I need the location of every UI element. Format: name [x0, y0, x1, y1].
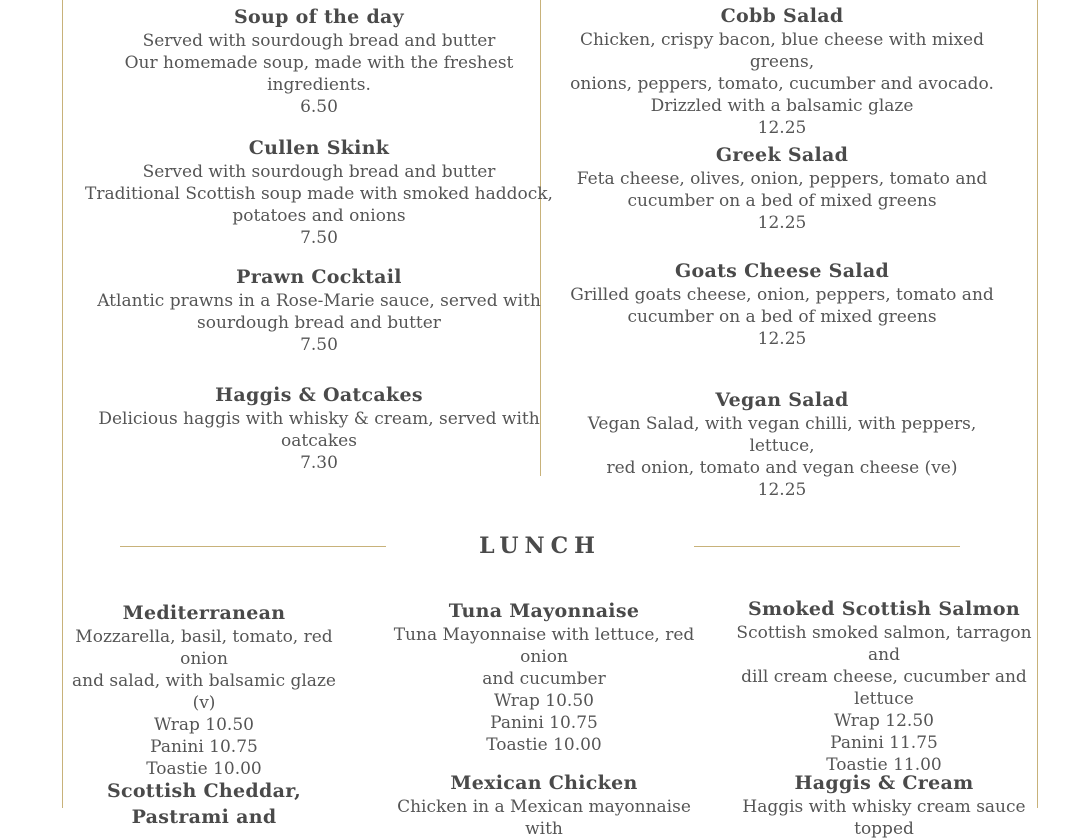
item-name: Mediterranean [122, 602, 286, 624]
item-desc: Grilled goats cheese, onion, peppers, tomato and [570, 285, 994, 305]
menu-frame-left-border [62, 0, 63, 808]
item-price: 7.30 [300, 453, 338, 473]
menu-item-scottish-cheddar-pastrami [64, 778, 344, 830]
item-desc: cucumber on a bed of mixed greens [627, 191, 937, 211]
item-price-panini: Panini 10.75 [490, 713, 598, 733]
menu-item-cullen-skink [80, 135, 558, 249]
section-title-lunch: LUNCH [479, 533, 601, 559]
item-desc: Feta cheese, olives, onion, peppers, tomato and [576, 169, 988, 189]
item-price: 6.50 [300, 97, 338, 117]
item-desc: Our homemade soup, made with the freshest [124, 53, 514, 73]
item-name: Tuna Mayonnaise [448, 600, 640, 622]
item-price: 7.50 [300, 335, 338, 355]
menu-item-cobb-salad [555, 3, 1009, 139]
item-name: Smoked Scottish Salmon [748, 598, 1020, 620]
item-name: Haggis & Oatcakes [215, 384, 423, 406]
item-price-wrap: Wrap 10.50 [154, 715, 254, 735]
item-price-toastie: Toastie 11.00 [826, 755, 942, 775]
item-name: Prawn Cocktail [236, 266, 402, 288]
item-desc: potatoes and onions [232, 206, 406, 226]
item-name: Soup of the day [234, 6, 404, 28]
item-desc: and salad, with balsamic glaze (v) [72, 671, 336, 713]
menu-item-goats-cheese-salad [555, 258, 1009, 350]
menu-item-tuna-mayonnaise [384, 598, 704, 756]
item-name: Greek Salad [715, 144, 849, 166]
item-price: 12.25 [757, 213, 807, 233]
item-desc: Vegan Salad, with vegan chilli, with peppers, lettuce, [587, 414, 977, 456]
lunch-rule-right [694, 546, 960, 547]
item-desc: oatcakes [281, 431, 357, 451]
item-price-toastie: Toastie 10.00 [146, 759, 262, 779]
item-desc: Chicken in a Mexican mayonnaise with [397, 797, 691, 839]
item-name: Mexican Chicken [450, 772, 638, 794]
item-desc: ingredients. [267, 75, 371, 95]
menu-item-haggis-oatcakes [80, 382, 558, 474]
menu-item-soup-of-the-day [80, 4, 558, 118]
menu-item-mexican-chicken [384, 770, 704, 840]
menu-item-mediterranean [64, 600, 344, 780]
menu-item-greek-salad [555, 142, 1009, 234]
item-price-panini: Panini 10.75 [150, 737, 258, 757]
item-name: Haggis & Cream [794, 772, 974, 794]
item-price-panini: Panini 11.75 [830, 733, 938, 753]
item-desc: Delicious haggis with whisky & cream, served with [98, 409, 540, 429]
item-desc: Scottish smoked salmon, tarragon and [736, 623, 1032, 665]
item-price-wrap: Wrap 12.50 [834, 711, 934, 731]
item-name: Cullen Skink [248, 137, 390, 159]
item-desc: Mozzarella, basil, tomato, red onion [75, 627, 333, 669]
item-price: 12.25 [757, 329, 807, 349]
item-price: 12.25 [757, 118, 807, 138]
menu-item-haggis-cream [730, 770, 1038, 840]
item-name: Goats Cheese Salad [674, 260, 890, 282]
item-price: 12.25 [757, 480, 807, 500]
item-desc: dill cream cheese, cucumber and lettuce [741, 667, 1027, 709]
item-desc: Traditional Scottish soup made with smoked haddock, [85, 184, 553, 204]
item-price-toastie: Toastie 10.00 [486, 735, 602, 755]
menu-item-smoked-scottish-salmon [730, 596, 1038, 776]
item-desc: Atlantic prawns in a Rose-Marie sauce, served with [97, 291, 541, 311]
item-desc: and cucumber [482, 669, 606, 689]
item-desc: red onion, tomato and vegan cheese (ve) [606, 458, 958, 478]
item-desc: sourdough bread and butter [197, 313, 441, 333]
item-name: Cobb Salad [720, 5, 844, 27]
item-desc: Served with sourdough bread and butter [142, 31, 496, 51]
item-desc: Drizzled with a balsamic glaze [650, 96, 914, 116]
item-name: Scottish Cheddar, Pastrami and [106, 780, 302, 828]
item-price-wrap: Wrap 10.50 [494, 691, 594, 711]
menu-item-vegan-salad [555, 387, 1009, 501]
item-desc: Haggis with whisky cream sauce topped [742, 797, 1026, 839]
menu-item-prawn-cocktail [80, 264, 558, 356]
item-desc: onions, peppers, tomato, cucumber and avocado. [570, 74, 994, 94]
item-desc: Served with sourdough bread and butter [142, 162, 496, 182]
item-desc: Tuna Mayonnaise with lettuce, red onion [393, 625, 695, 667]
item-desc: Chicken, crispy bacon, blue cheese with mixed greens, [579, 30, 985, 72]
item-price: 7.50 [300, 228, 338, 248]
item-desc: cucumber on a bed of mixed greens [627, 307, 937, 327]
item-name: Vegan Salad [715, 389, 849, 411]
